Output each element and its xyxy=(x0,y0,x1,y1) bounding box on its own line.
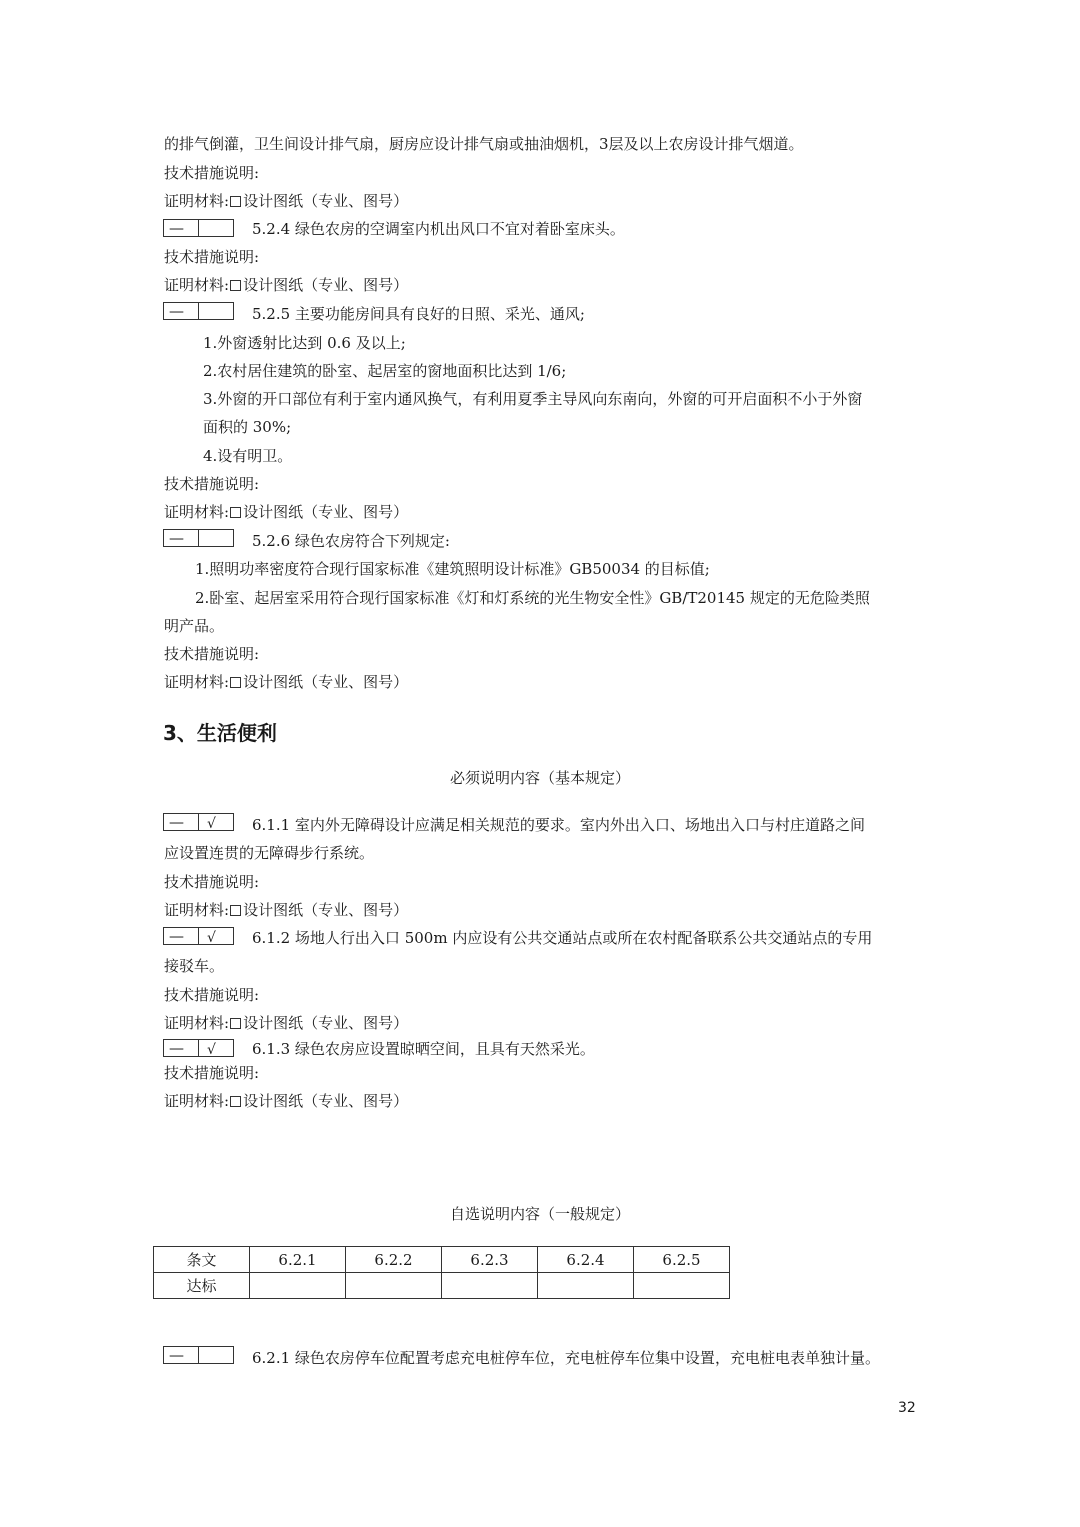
clause-5-2-4: 5.2.4 绿色农房的空调室内机出风口不宜对着卧室床头。 xyxy=(252,220,625,238)
proof-option: 设计图纸（专业、图号） xyxy=(243,901,409,919)
clause-6-1-1-continuation: 应设置连贯的无障碍步行系统。 xyxy=(164,844,375,862)
proof-label: 证明材料: xyxy=(164,503,230,521)
clause-6-1-1: 6.1.1 室内外无障碍设计应满足相关规范的要求。室内外出入口、场地出入口与村庄道路之间 xyxy=(252,816,865,834)
proof-materials-line xyxy=(164,1014,408,1032)
compliance-box-5-2-5[interactable] xyxy=(163,302,234,320)
table-input-cell[interactable] xyxy=(346,1273,442,1299)
table-input-cell[interactable] xyxy=(538,1273,634,1299)
optional-rules-title: 自选说明内容（一般规定） xyxy=(449,1205,630,1223)
table-row xyxy=(154,1247,730,1273)
tech-measures-label: 技术措施说明: xyxy=(164,873,260,891)
proof-materials-line xyxy=(164,192,408,210)
compliance-box-6-1-3[interactable] xyxy=(163,1039,234,1057)
proof-option: 设计图纸（专业、图号） xyxy=(243,276,409,294)
proof-materials-line xyxy=(164,276,408,294)
dash-mark: — xyxy=(169,529,184,547)
proof-label: 证明材料: xyxy=(164,901,230,919)
proof-option: 设计图纸（专业、图号） xyxy=(243,192,409,210)
proof-option: 设计图纸（专业、图号） xyxy=(243,673,409,691)
proof-checkbox[interactable] xyxy=(230,1096,241,1107)
table-cell: 6.2.2 xyxy=(346,1247,442,1273)
list-item: 1.外窗透射比达到 0.6 及以上; xyxy=(203,334,406,352)
compliance-box-5-2-4[interactable] xyxy=(163,219,234,237)
clause-6-1-2-continuation: 接驳车。 xyxy=(164,957,225,975)
proof-label: 证明材料: xyxy=(164,276,230,294)
list-item: 3.外窗的开口部位有利于室内通风换气，有利用夏季主导风向东南向，外窗的可开启面积不小于外窗 xyxy=(203,390,863,408)
proof-checkbox[interactable] xyxy=(230,677,241,688)
section-heading: 3、生活便利 xyxy=(163,721,277,745)
proof-checkbox[interactable] xyxy=(230,280,241,291)
dash-mark: — xyxy=(169,1039,184,1057)
check-mark: √ xyxy=(207,816,216,832)
list-item: 1.照明功率密度符合现行国家标准《建筑照明设计标准》GB50034 的目标值; xyxy=(195,560,710,578)
table-input-cell[interactable] xyxy=(634,1273,730,1299)
proof-label: 证明材料: xyxy=(164,192,230,210)
dash-mark: — xyxy=(169,813,184,831)
table-cell: 6.2.3 xyxy=(442,1247,538,1273)
table-cell: 6.2.5 xyxy=(634,1247,730,1273)
proof-label: 证明材料: xyxy=(164,1092,230,1110)
proof-option: 设计图纸（专业、图号） xyxy=(243,1092,409,1110)
proof-checkbox[interactable] xyxy=(230,905,241,916)
table-cell: 6.2.1 xyxy=(250,1247,346,1273)
clause-6-1-2: 6.1.2 场地人行出入口 500m 内应设有公共交通站点或所在农村配备联系公共交通站点的专用 xyxy=(252,929,873,947)
check-mark: √ xyxy=(207,930,216,946)
proof-materials-line xyxy=(164,901,408,919)
list-item: 2.卧室、起居室采用符合现行国家标准《灯和灯系统的光生物安全性》GB/T20145 规定的无危险类照 xyxy=(195,589,870,607)
proof-checkbox[interactable] xyxy=(230,196,241,207)
clause-6-1-3: 6.1.3 绿色农房应设置晾晒空间，且具有天然采光。 xyxy=(252,1040,595,1058)
dash-mark: — xyxy=(169,927,184,945)
proof-checkbox[interactable] xyxy=(230,1018,241,1029)
check-mark: √ xyxy=(207,1042,216,1058)
list-item: 2.农村居住建筑的卧室、起居室的窗地面积比达到 1/6; xyxy=(203,362,567,380)
proof-materials-line xyxy=(164,503,408,521)
table-header-cell: 条文 xyxy=(154,1247,250,1273)
table-input-cell[interactable] xyxy=(442,1273,538,1299)
compliance-box-6-1-1[interactable] xyxy=(163,813,234,831)
list-item-continuation: 明产品。 xyxy=(164,617,225,635)
tech-measures-label: 技术措施说明: xyxy=(164,164,260,182)
dash-mark: — xyxy=(169,1346,184,1364)
proof-option: 设计图纸（专业、图号） xyxy=(243,503,409,521)
proof-materials-line xyxy=(164,673,408,691)
table-header-cell: 达标 xyxy=(154,1273,250,1299)
proof-materials-line xyxy=(164,1092,408,1110)
table-cell: 6.2.4 xyxy=(538,1247,634,1273)
paragraph-continuation: 的排气倒灌，卫生间设计排气扇，厨房应设计排气扇或抽油烟机，3层及以上农房设计排气烟道。 xyxy=(164,135,804,153)
tech-measures-label: 技术措施说明: xyxy=(164,1064,260,1082)
proof-option: 设计图纸（专业、图号） xyxy=(243,1014,409,1032)
proof-label: 证明材料: xyxy=(164,1014,230,1032)
dash-mark: — xyxy=(169,302,184,320)
table-input-cell[interactable] xyxy=(250,1273,346,1299)
tech-measures-label: 技术措施说明: xyxy=(164,248,260,266)
compliance-box-5-2-6[interactable] xyxy=(163,529,234,547)
tech-measures-label: 技术措施说明: xyxy=(164,475,260,493)
clause-table xyxy=(153,1246,730,1299)
list-item: 4.设有明卫。 xyxy=(203,447,293,465)
compliance-box-6-2-1[interactable] xyxy=(163,1346,234,1364)
proof-checkbox[interactable] xyxy=(230,507,241,518)
page-number: 32 xyxy=(898,1400,916,1416)
dash-mark: — xyxy=(169,219,184,237)
clause-6-2-1: 6.2.1 绿色农房停车位配置考虑充电桩停车位，充电桩停车位集中设置，充电桩电表单独计量。 xyxy=(252,1349,880,1367)
basic-rules-title: 必须说明内容（基本规定） xyxy=(449,769,630,787)
compliance-box-6-1-2[interactable] xyxy=(163,927,234,945)
list-item: 面积的 30%; xyxy=(203,418,292,436)
tech-measures-label: 技术措施说明: xyxy=(164,986,260,1004)
clause-5-2-5: 5.2.5 主要功能房间具有良好的日照、采光、通风; xyxy=(252,305,585,323)
clause-5-2-6: 5.2.6 绿色农房符合下列规定: xyxy=(252,532,450,550)
proof-label: 证明材料: xyxy=(164,673,230,691)
tech-measures-label: 技术措施说明: xyxy=(164,645,260,663)
table-row xyxy=(154,1273,730,1299)
